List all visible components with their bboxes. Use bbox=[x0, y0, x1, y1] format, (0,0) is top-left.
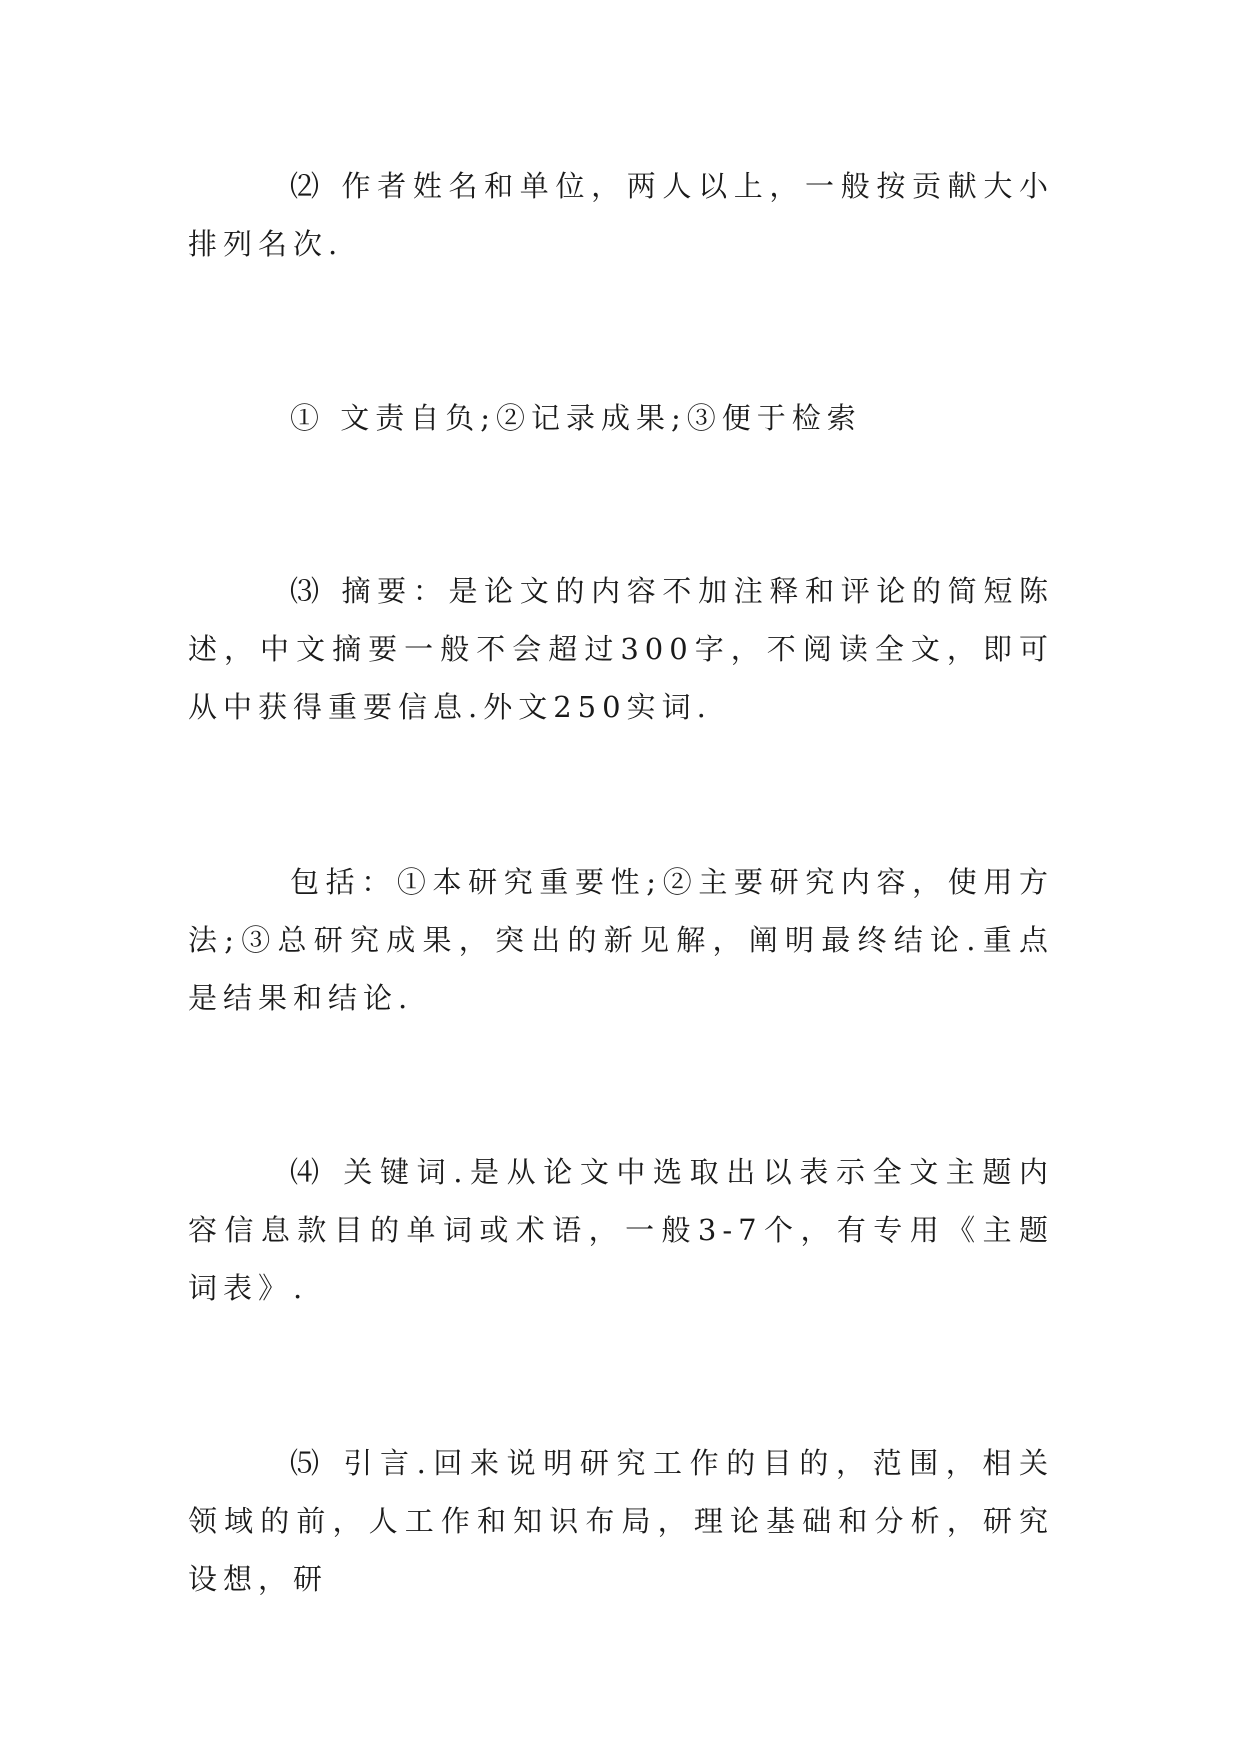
paragraph-keywords: ⑷ 关键词.是从论文中选取出以表示全文主题内容信息款目的单词或术语，一般3-7个，有专用《主题词表》. bbox=[188, 1155, 1054, 1305]
paragraph-abstract-contents: 包括：①本研究重要性;②主要研究内容，使用方法;③总研究成果，突出的新见解，阐明最终结论.重点是结果和结论. bbox=[188, 865, 1054, 1015]
paragraph-abstract: ⑶ 摘要：是论文的内容不加注释和评论的简短陈述，中文摘要一般不会超过300字，不阅读全文，即可从中获得重要信息.外文250实词. bbox=[188, 574, 1054, 724]
paragraph-author-purpose: ① 文责自负;②记录成果;③便于检索 bbox=[290, 401, 862, 435]
paragraph-author-info: ⑵ 作者姓名和单位，两人以上，一般按贡献大小排列名次. bbox=[188, 169, 1054, 261]
paragraph-introduction: ⑸ 引言.回来说明研究工作的目的，范围，相关领域的前，人工作和知识布局，理论基础和分析，研究设想，研 bbox=[188, 1446, 1054, 1596]
